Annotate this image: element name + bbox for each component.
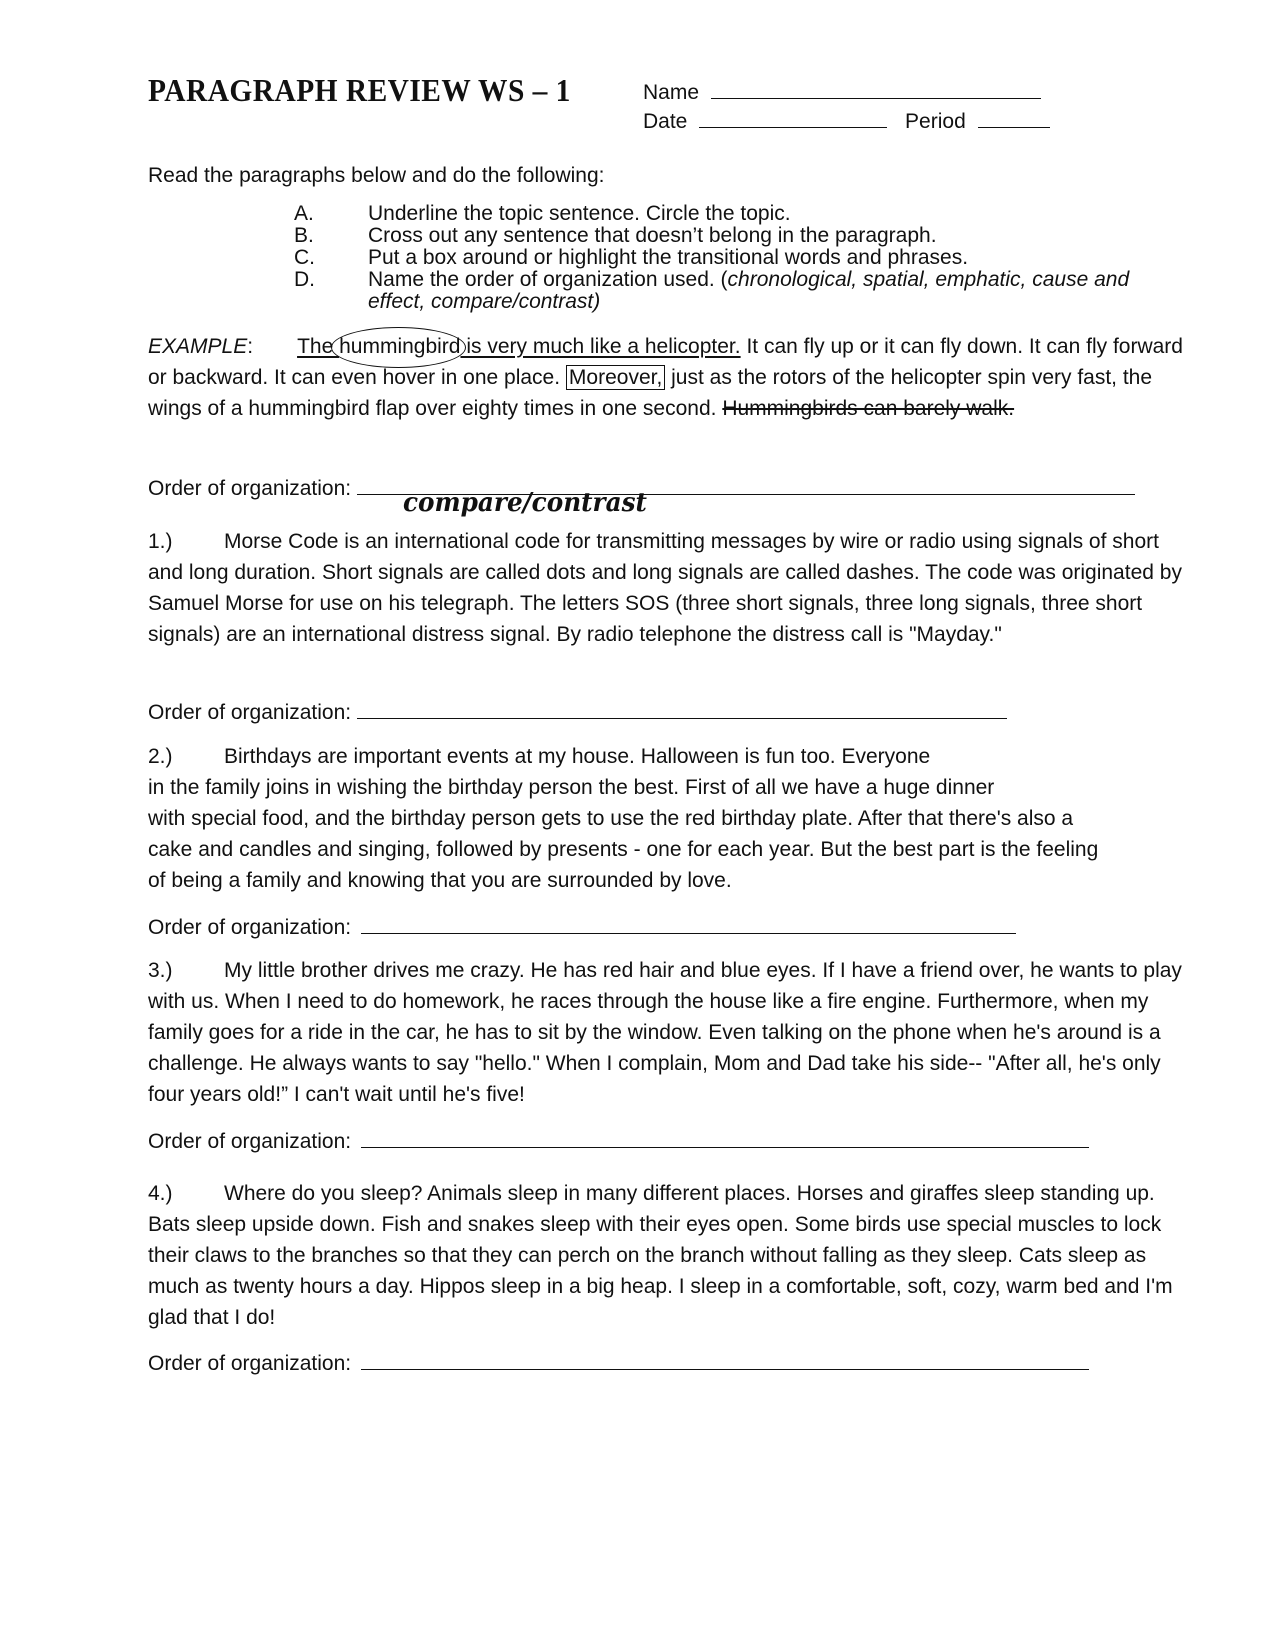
- instruction-text: Cross out any sentence that doesn’t belong in the paragraph.: [368, 224, 937, 247]
- order-label: Order of organization:: [148, 1352, 352, 1375]
- paragraph-1: 1.) Morse Code is an international code for transmitting messages by wire or radio using signals of short and long duration. Short signals are called dots and long signals are called dashes. The code was originated by Samuel Morse for use on his telegraph. The letters SOS (three short signals, three long signals, three short signals) are an international distress signal. By radio telephone the distress call is "Mayday.": [148, 526, 1193, 650]
- instruction-letter: C.: [294, 246, 315, 269]
- order-blank-4[interactable]: [361, 1351, 1089, 1370]
- paragraph-number: 1.): [148, 530, 173, 553]
- paragraph-number: 2.): [148, 745, 173, 768]
- instruction-a: [294, 203, 1174, 225]
- instruction-letter: D.: [294, 268, 315, 291]
- order-label: Order of organization:: [148, 477, 352, 500]
- order-label: Order of organization:: [148, 916, 352, 939]
- paragraph-4: 4.) Where do you sleep? Animals sleep in many different places. Horses and giraffes sleep standing up. Bats sleep upside down. Fish and snakes sleep with their eyes open. Some birds use special muscles to lock their claws to the branches so that they can perch on the branch without falling as they sleep. Cats sleep as much as twenty hours a day. Hippos sleep in a big heap. I sleep in a comfortable, soft, cozy, warm bed and I'm glad that I do!: [148, 1178, 1193, 1333]
- order-label: Order of organization:: [148, 1130, 352, 1153]
- period-blank[interactable]: [978, 109, 1050, 128]
- name-blank[interactable]: [711, 80, 1041, 99]
- order-blank-3[interactable]: [361, 1129, 1089, 1148]
- paragraph-line: cake and candles and singing, followed by presents - one for each year. But the best part is the feeling: [148, 838, 1099, 861]
- order-blank-2[interactable]: [361, 915, 1016, 934]
- topic-sentence: The hummingbird is very much like a helicopter.: [297, 335, 741, 358]
- paragraph-number: 3.): [148, 959, 173, 982]
- order-label: Order of organization:: [148, 701, 352, 724]
- example-label: EXAMPLE: [148, 335, 248, 358]
- date-blank[interactable]: [699, 109, 887, 128]
- instruction-text: Put a box around or highlight the transitional words and phrases.: [368, 246, 969, 269]
- order-row-3: [148, 1129, 1089, 1154]
- example-paragraph: EXAMPLE: The hummingbird is very much like a helicopter. It can fly up or it can fly down. It can fly forward or backward. It can even hover in one place. Moreover, just as the rotors of the helicopter spin very fast, the wings of a hummingbird flap over eighty times in one second. Hummingbirds can barely walk.: [148, 331, 1193, 424]
- crossed-out-sentence: Hummingbirds can barely walk.: [722, 397, 1015, 420]
- order-row-1: [148, 700, 1007, 725]
- date-label: Date: [643, 110, 688, 133]
- date-period-row: [643, 109, 1050, 134]
- order-blank-1[interactable]: [357, 700, 1007, 719]
- instruction-text: Name the order of organization used. (chronological, spatial, emphatic, cause and effect, compare/contrast): [368, 268, 1130, 313]
- topic-circle: hummingbird: [339, 331, 460, 362]
- paragraph-2: [148, 741, 1193, 896]
- instruction-letter: B.: [294, 224, 314, 247]
- paragraph-line: 2.) Birthdays are important events at my house. Halloween is fun too. Everyone: [148, 741, 1193, 772]
- order-row-4: [148, 1351, 1089, 1376]
- paragraph-number: 4.): [148, 1182, 173, 1205]
- instruction-b: [294, 225, 1174, 247]
- instruction-text: Underline the topic sentence. Circle the topic.: [368, 202, 791, 225]
- name-field[interactable]: [643, 80, 1041, 105]
- paragraph-line: of being a family and knowing that you are surrounded by love.: [148, 869, 732, 892]
- instruction-d: [294, 269, 1174, 313]
- instruction-c: [294, 247, 1174, 269]
- paragraph-line: in the family joins in wishing the birthday person the best. First of all we have a huge dinner: [148, 776, 995, 799]
- handwritten-answer: compare/contrast: [403, 488, 647, 518]
- worksheet-title: PARAGRAPH REVIEW WS – 1: [148, 72, 571, 108]
- transition-box: Moreover,: [566, 365, 665, 390]
- order-row-2: [148, 915, 1016, 940]
- intro-text: Read the paragraphs below and do the following:: [148, 164, 605, 187]
- paragraph-line: with special food, and the birthday person gets to use the red birthday plate. After that there's also a: [148, 807, 1074, 830]
- period-label: Period: [905, 110, 966, 133]
- name-label: Name: [643, 81, 700, 104]
- instruction-letter: A.: [294, 202, 314, 225]
- paragraph-3: 3.) My little brother drives me crazy. He has red hair and blue eyes. If I have a friend over, he wants to play with us. When I need to do homework, he races through the house like a fire engine. Furthermore, when my family goes for a ride in the car, he has to sit by the window. Even talking on the phone when he's around is a challenge. He always wants to say "hello." When I complain, Mom and Dad take his side-- "After all, he's only four years old!” I can't wait until he's five!: [148, 955, 1193, 1110]
